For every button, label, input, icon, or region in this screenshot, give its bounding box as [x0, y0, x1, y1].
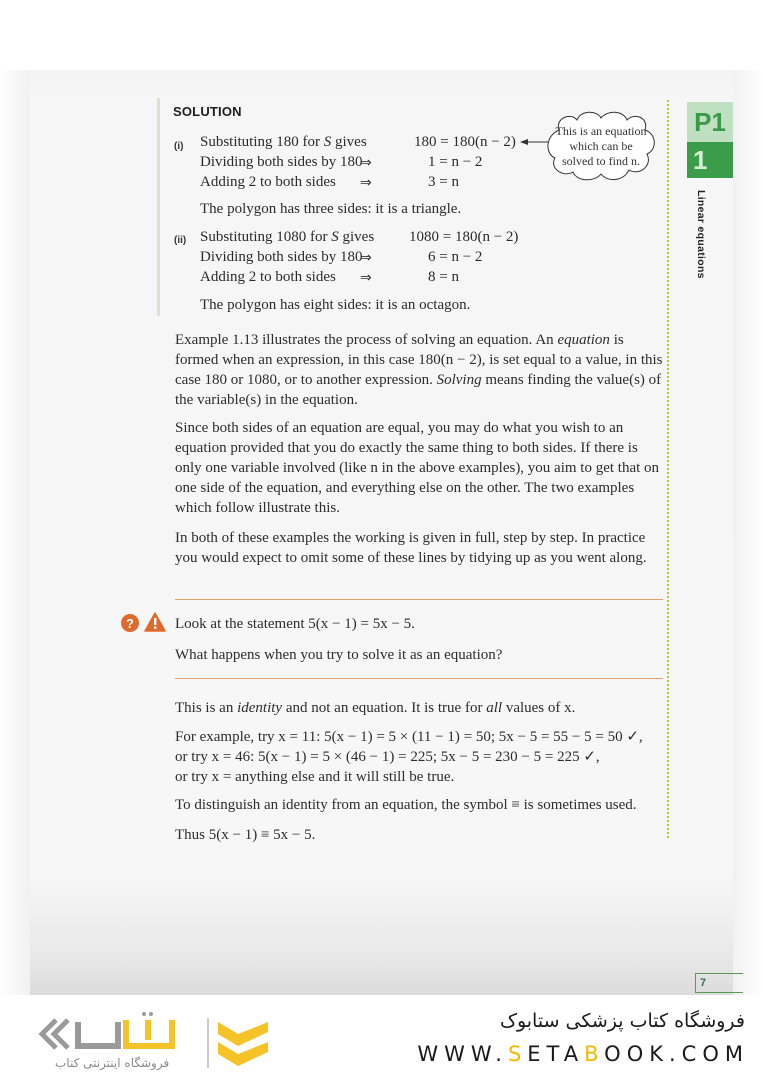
part-ii-label: (ii) [174, 235, 187, 246]
part-i-conclusion: The polygon has three sides: it is a triangle. [200, 201, 462, 217]
step-ii-1-text: Substituting 1080 for S gives [200, 229, 375, 245]
chapter-tab-1: 1 [687, 142, 733, 178]
logo-subtitle: فروشگاه اینترنتی کتاب [55, 1056, 170, 1070]
page-edge-right [733, 70, 763, 995]
paragraph-identity-symbol: To distinguish an identity from an equation, the symbol ≡ is sometimes used. [175, 797, 637, 813]
step-i-2-text: Dividing both sides by 180 [200, 154, 363, 170]
page-number: 7 [695, 973, 743, 993]
discussion-top-rule [175, 599, 663, 600]
discussion-question: What happens when you try to solve it as an equation? [175, 647, 503, 663]
step-ii-3-equation: 8 = n [428, 269, 459, 285]
solution-heading: SOLUTION [173, 104, 242, 119]
paragraph-working: In both of these examples the working is given in full, step by step. In practice you would expect to omit some of these lines by tidying up as you went along. [175, 530, 647, 566]
implies-arrow: ⇒ [360, 270, 372, 286]
step-i-1-equation: 180 = 180(n − 2) [414, 134, 516, 150]
step-i-2-equation: 1 = n − 2 [428, 154, 483, 170]
part-ii-conclusion: The polygon has eight sides: it is an octagon. [200, 297, 471, 313]
footer-store-title: فروشگاه کتاب پزشکی ستابوک [499, 1010, 745, 1032]
step-i-3-equation: 3 = n [428, 174, 459, 190]
implies-arrow: ⇒ [360, 250, 372, 266]
part-i-label: (i) [174, 141, 184, 152]
paragraph-identity-examples: For example, try x = 11: 5(x − 1) = 5 × (11 − 1) = 50; 5x − 5 = 55 − 5 = 50 ✓, or try x = 46: 5(x − 1) = 5 × (46 − 1) = 225; 5x − 5 = 230 − 5 = 225 ✓, or try x = anything else and it will still be true. [175, 729, 643, 785]
step-i-3-text: Adding 2 to both sides [200, 174, 336, 190]
identity-example: Thus 5(x − 1) ≡ 5x − 5. [175, 827, 316, 843]
callout-text: This is an equation which can be solved to find n. [555, 124, 647, 168]
paragraph-identity: This is an identity and not an equation. It is true for all values of x. [175, 700, 576, 716]
step-ii-1-equation: 1080 = 180(n − 2) [409, 229, 519, 245]
margin-dotted-rule [667, 100, 669, 838]
step-ii-2-text: Dividing both sides by 180 [200, 249, 363, 265]
step-ii-2-equation: 6 = n − 2 [428, 249, 483, 265]
paragraph-equation-definition: Example 1.13 illustrates the process of solving an equation. An equation is formed when an expression, in this case 180(n − 2), is set equal to a value, in this case 180 or 1080, or to another expression. Solving means finding the value(s) of the variable(s) in the equation. [175, 332, 663, 408]
footer-url: WWW.SETABOOK.COM [417, 1042, 749, 1066]
paragraph-both-sides: Since both sides of an equation are equal, you may do what you wish to an equation provided that you do exactly the same thing to both sides. If there is only one variable involved (like n in the above examples), you aim to get that on one side of the equation, and everything else on the other. The two examples which follow illustrate this. [175, 420, 660, 516]
page-edge-left [0, 70, 30, 995]
chapter-title-vertical: Linear equations [695, 190, 707, 279]
implies-arrow: ⇒ [360, 155, 372, 171]
question-icon: ? [121, 614, 139, 632]
step-i-1-text: Substituting 180 for S gives [200, 134, 367, 150]
implies-arrow: ⇒ [360, 175, 372, 191]
step-ii-3-text: Adding 2 to both sides [200, 269, 336, 285]
discussion-bottom-rule [175, 678, 663, 679]
warning-icon [144, 612, 166, 632]
section-tab-p1: P1 [687, 102, 733, 142]
discussion-statement: Look at the statement 5(x − 1) = 5x − 5. [175, 616, 415, 632]
